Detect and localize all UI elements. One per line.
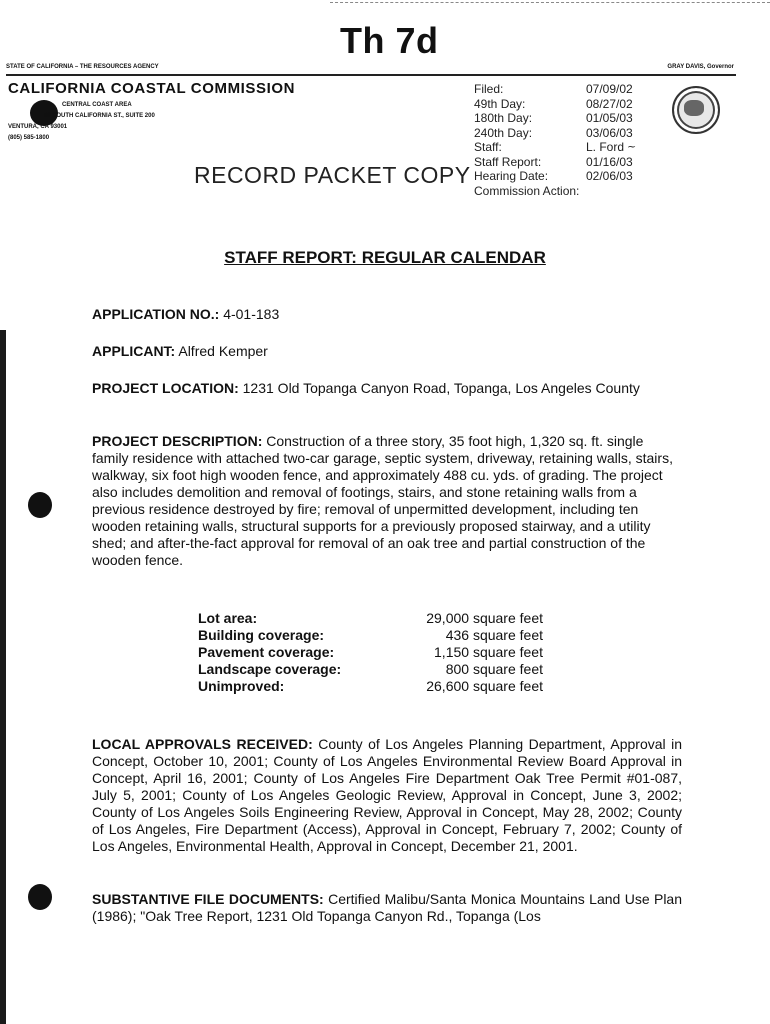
date-row xyxy=(474,155,636,170)
file-documents-paragraph xyxy=(92,891,682,925)
applicant-line xyxy=(92,343,682,360)
date-row xyxy=(474,184,636,199)
date-row xyxy=(474,140,636,155)
scan-dash-line xyxy=(330,2,770,3)
stat-value: 800 square feet xyxy=(445,661,543,677)
punch-hole-mark xyxy=(28,884,52,910)
date-value: 01/05/03 xyxy=(586,111,633,125)
application-line xyxy=(92,306,682,323)
office-area: CENTRAL COAST AREA xyxy=(62,102,132,108)
date-label: Staff Report: xyxy=(474,154,542,169)
application-label: APPLICATION NO.: xyxy=(92,306,220,322)
state-seal-icon xyxy=(672,86,720,134)
date-label: Commission Action: xyxy=(474,183,580,198)
report-heading: STAFF REPORT: REGULAR CALENDAR xyxy=(224,248,546,267)
state-agency-line: STATE OF CALIFORNIA – THE RESOURCES AGENCY xyxy=(6,64,159,70)
governor-line: GRAY DAVIS, Governor xyxy=(667,64,734,70)
office-phone: (805) 585-1800 xyxy=(8,135,50,141)
date-row xyxy=(474,169,636,184)
date-label: Staff: xyxy=(474,140,502,154)
date-value: 01/16/03 xyxy=(586,154,633,169)
date-value: 08/27/02 xyxy=(586,96,633,111)
stat-label: Unimproved: xyxy=(198,678,285,694)
stat-value: 436 square feet xyxy=(445,627,543,643)
description-value: Construction of a three story, 35 foot high, 1,320 sq. ft. single family residence with attached two-car garage, septic system, driveway, retaining walls, stairs, walkway, six foot high wooden fence, and approximately 488 cu. yds. of grading. The project also includes demolition and removal of footings, stairs, and stone retaining walls from a previous residence destroyed by fire; removal of unpermitted development, including ten wooden retaining walls, structural supports for a previously proposed stairway, and a utility shed; and after-the-fact approval for removal of an oak tree and partial construction of the wooden fence. xyxy=(92,433,673,568)
stat-label: Landscape coverage: xyxy=(198,661,342,677)
office-city: VENTURA, CA 93001 xyxy=(8,124,68,130)
stat-row xyxy=(198,610,543,627)
stat-row xyxy=(198,678,543,695)
applicant-value: Alfred Kemper xyxy=(178,343,268,359)
date-value: L. Ford xyxy=(586,140,625,154)
handwritten-initials: ~ xyxy=(627,140,637,153)
application-value: 4-01-183 xyxy=(223,306,280,322)
office-street: 89 SOUTH CALIFORNIA ST., SUITE 200 xyxy=(44,113,155,119)
stat-value: 1,150 square feet xyxy=(434,644,543,660)
date-value: 07/09/02 xyxy=(586,82,633,96)
site-statistics xyxy=(198,610,543,695)
description-label: PROJECT DESCRIPTION: xyxy=(92,433,263,449)
agenda-item-title: Th 7d xyxy=(340,20,439,61)
stat-value: 26,600 square feet xyxy=(426,678,543,694)
approvals-value: County of Los Angeles Planning Department, Approval in Concept, October 10, 2001; County of Los Angeles Environmental Review Board Approval in Concept, April 16, 2001; County of Los Angeles Fire Department Oak Tree Permit #01-087, July 5, 2001; County of Los Angeles Geologic Review, Approval in Concept, June 3, 2002; County of Los Angeles Soils Engineering Review, Approval in Concept, May 28, 2002; County of Los Angeles, Fire Department (Access), Approval in Concept, February 7, 2002; County of Los Angeles, Environmental Health, Approval in Concept, December 21, 2001. xyxy=(92,736,683,854)
date-row xyxy=(474,97,636,112)
date-label: Hearing Date: xyxy=(474,169,549,183)
stat-label: Lot area: xyxy=(198,610,258,626)
date-value: 02/06/03 xyxy=(586,169,633,183)
files-label: SUBSTANTIVE FILE DOCUMENTS: xyxy=(92,891,324,907)
date-row xyxy=(474,111,636,126)
record-packet-stamp: RECORD PACKET COPY xyxy=(194,162,471,188)
date-label: 240th Day: xyxy=(474,125,533,140)
approvals-label: LOCAL APPROVALS RECEIVED: xyxy=(92,736,313,752)
location-label: PROJECT LOCATION: xyxy=(92,380,239,396)
location-value: 1231 Old Topanga Canyon Road, Topanga, Los Angeles County xyxy=(242,380,640,396)
date-label: 180th Day: xyxy=(474,111,533,125)
stat-label: Building coverage: xyxy=(198,627,325,643)
header-rule xyxy=(6,74,736,76)
stat-value: 29,000 square feet xyxy=(426,610,543,626)
dates-table xyxy=(474,82,636,198)
files-value: Certified Malibu/Santa Monica Mountains Land Use Plan (1986); "Oak Tree Report, 1231 Old Topanga Canyon Rd., Topanga (Los xyxy=(92,891,682,924)
date-row xyxy=(474,82,636,97)
location-paragraph xyxy=(92,380,682,397)
description-paragraph xyxy=(92,433,682,569)
commission-name: CALIFORNIA COASTAL COMMISSION xyxy=(8,80,296,97)
date-row xyxy=(474,126,636,141)
date-label: 49th Day: xyxy=(474,96,526,111)
stat-label: Pavement coverage: xyxy=(198,644,335,660)
approvals-paragraph xyxy=(92,736,682,855)
date-label: Filed: xyxy=(474,82,504,96)
stat-row xyxy=(198,661,543,678)
applicant-label: APPLICANT: xyxy=(92,343,176,359)
punch-hole-mark xyxy=(28,492,52,518)
date-value: 03/06/03 xyxy=(586,125,633,140)
stat-row xyxy=(198,644,543,661)
scan-edge-bar xyxy=(0,330,6,1024)
stat-row xyxy=(198,627,543,644)
